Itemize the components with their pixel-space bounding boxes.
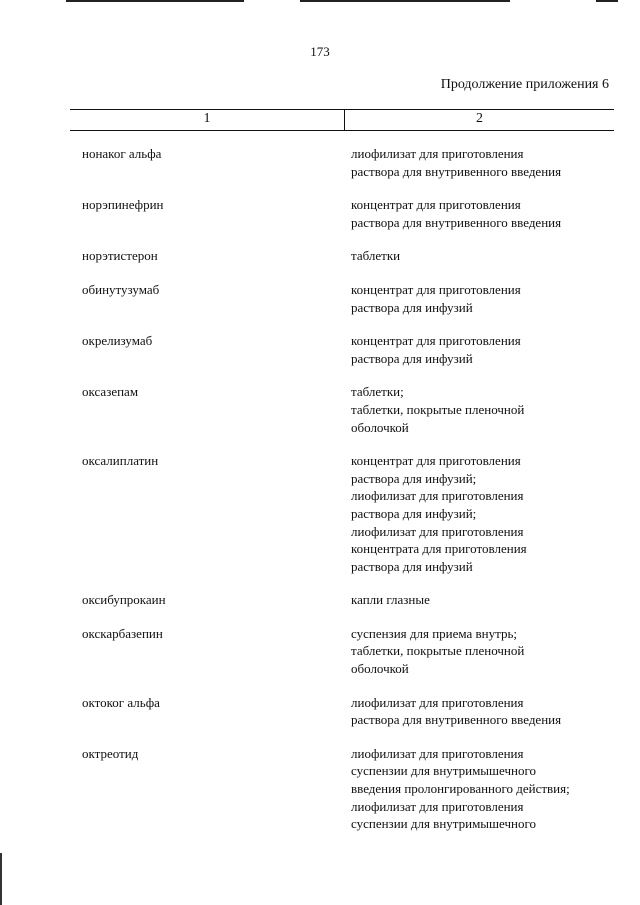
appendix-continuation-label: Продолжение приложения 6 xyxy=(440,77,609,92)
table-row xyxy=(0,745,640,833)
table-row xyxy=(0,591,640,609)
table-header xyxy=(70,109,614,131)
dosage-form-line: лиофилизат для приготовления xyxy=(351,694,524,710)
table-row xyxy=(0,452,640,575)
drug-name: октоког альфа xyxy=(82,694,160,710)
dosage-form-line: лиофилизат для приготовления xyxy=(351,745,524,761)
column-header-2: 2 xyxy=(476,111,483,126)
dosage-form-line: таблетки xyxy=(351,248,401,264)
drug-name: окрелизумаб xyxy=(82,333,153,349)
dosage-form-line: таблетки, покрытые пленочной xyxy=(351,401,525,417)
drug-name: окскарбазепин xyxy=(82,625,163,641)
dosage-form-line: концентрат для приготовления xyxy=(351,333,521,349)
dosage-form-line: суспензии для внутримышечного xyxy=(351,763,536,779)
scan-artifact-top-middle xyxy=(300,0,510,2)
drug-name: оксазепам xyxy=(82,384,139,400)
table-row xyxy=(0,625,640,678)
dosage-form xyxy=(351,383,621,436)
scan-artifact-top-left xyxy=(66,0,244,2)
dosage-form xyxy=(351,452,621,575)
dosage-form xyxy=(351,196,621,231)
dosage-form-line: таблетки, покрытые пленочной xyxy=(351,643,525,659)
dosage-form-line: раствора для инфузий xyxy=(351,350,473,366)
table-row xyxy=(0,145,640,180)
drug-table-body xyxy=(0,145,640,833)
drug-name: октреотид xyxy=(82,745,139,761)
dosage-form-line: раствора для внутривенного введения xyxy=(351,712,562,728)
dosage-form xyxy=(351,591,621,609)
table-row xyxy=(0,281,640,316)
dosage-form xyxy=(351,145,621,180)
drug-name: норэтистерон xyxy=(82,248,158,264)
dosage-form-line: таблетки; xyxy=(351,384,404,400)
scan-artifact-top-right xyxy=(596,0,618,2)
drug-name: нонаког альфа xyxy=(82,146,162,161)
dosage-form xyxy=(351,332,621,367)
dosage-form xyxy=(351,247,621,265)
dosage-form-line: введения пролонгированного действия; xyxy=(351,781,570,797)
table-row xyxy=(0,247,640,265)
drug-name: оксалиплатин xyxy=(82,453,159,469)
column-header-1: 1 xyxy=(203,111,211,126)
dosage-form-line: концентрат для приготовления xyxy=(351,281,521,297)
dosage-form-line: концентрат для приготовления xyxy=(351,453,521,469)
dosage-form-line: концентрата для приготовления xyxy=(351,541,527,557)
page-number: 173 xyxy=(310,44,330,59)
dosage-form-line: раствора для внутривенного введения xyxy=(351,163,562,179)
dosage-form-line: лиофилизат для приготовления xyxy=(351,523,524,539)
scan-artifact-left-edge xyxy=(0,853,2,905)
dosage-form xyxy=(351,745,621,833)
dosage-form-line: суспензии для внутримышечного xyxy=(351,816,536,832)
dosage-form-line: лиофилизат для приготовления xyxy=(351,488,524,504)
drug-name: норэпинефрин xyxy=(82,197,164,213)
dosage-form-line: оболочкой xyxy=(351,661,409,677)
table-row xyxy=(0,196,640,231)
dosage-form-line: капли глазные xyxy=(351,592,430,608)
drug-name: оксибупрокаин xyxy=(82,592,166,608)
dosage-form-line: лиофилизат для приготовления xyxy=(351,146,524,161)
dosage-form-line: раствора для внутривенного введения xyxy=(351,214,562,230)
dosage-form xyxy=(351,281,621,316)
table-row xyxy=(0,332,640,367)
table-row xyxy=(0,694,640,729)
dosage-form-line: суспензия для приема внутрь; xyxy=(351,625,518,641)
dosage-form-line: раствора для инфузий xyxy=(351,299,473,315)
table-row xyxy=(0,383,640,436)
dosage-form-line: оболочкой xyxy=(351,419,409,435)
dosage-form xyxy=(351,625,621,678)
dosage-form xyxy=(351,694,621,729)
dosage-form-line: лиофилизат для приготовления xyxy=(351,798,524,814)
dosage-form-line: раствора для инфузий; xyxy=(351,505,477,521)
dosage-form-line: раствора для инфузий xyxy=(351,558,473,574)
dosage-form-line: концентрат для приготовления xyxy=(351,197,521,213)
dosage-form-line: раствора для инфузий; xyxy=(351,470,477,486)
drug-name: обинутузумаб xyxy=(82,281,160,297)
